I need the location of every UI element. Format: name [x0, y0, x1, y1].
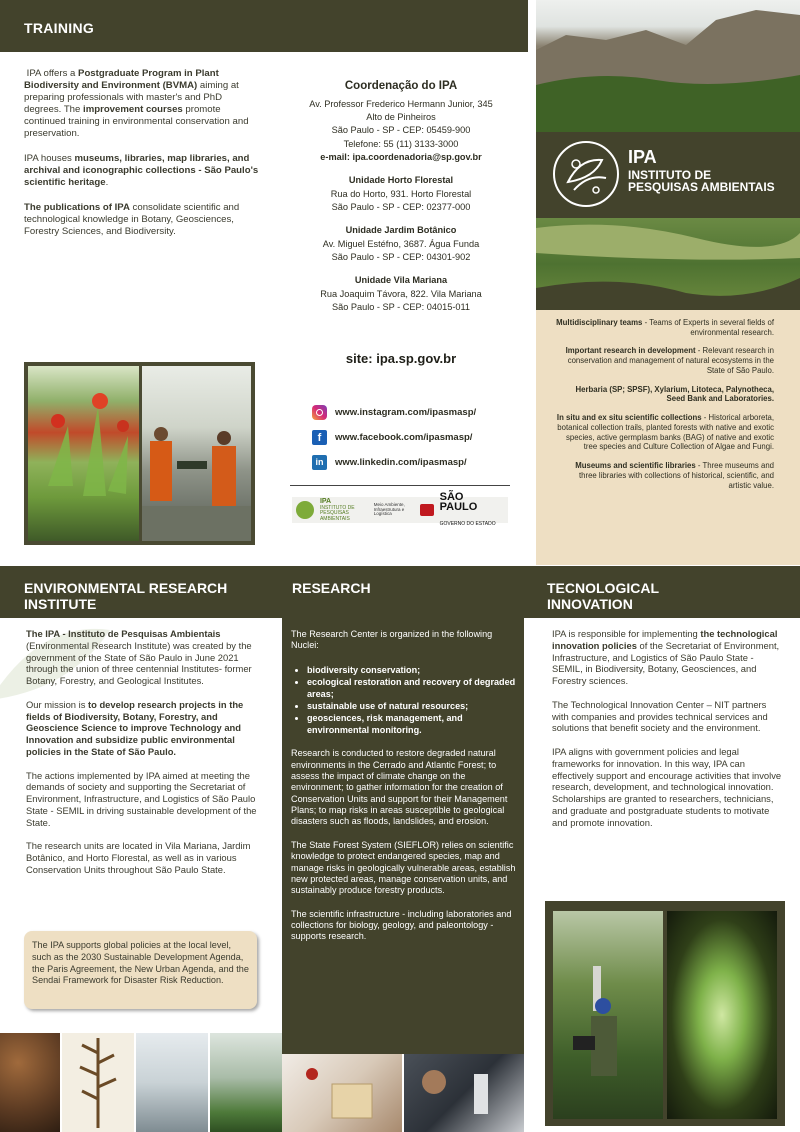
unit-vila-l1: Rua Joaquim Távora, 822. Vila Mariana — [320, 288, 482, 299]
cover-features — [556, 318, 774, 490]
research-text — [291, 629, 517, 943]
training-heading: TRAINING — [24, 20, 95, 36]
contact-line-2: Alto de Pinheiros — [366, 112, 436, 123]
training-paragraph-1: IPA offers a Postgraduate Program in Plant Biodiversity and Environment (BVMA) aiming at preparing professionals with master's and PhD degrees. The improvement courses promote continued training in environmental conservation and preservation. — [24, 68, 249, 139]
env-paragraph-1: The IPA - Instituto de Pesquisas Ambientais (Environmental Research Institute) was created by the government of the State of São Paulo in June 2021 through the union of three centennial Institutes- former Botany, Forestry, and Geological Institutes. — [26, 628, 252, 686]
logo-strip — [292, 490, 508, 527]
social-links — [312, 404, 476, 470]
instagram-row[interactable] — [312, 404, 476, 420]
ipa-small-logo-icon — [296, 501, 314, 519]
env-box-text: The IPA supports global policies at the local level, such as the 2030 Sustainable Development Agenda, the Paris Agreement, the New Urban Agenda, and the Sendai Framework for Disaster Risk Reduction. — [32, 940, 249, 986]
facebook-row[interactable] — [312, 429, 476, 445]
nucleus-item: • ecological restoration and recovery of degraded areas; — [307, 676, 517, 700]
cover-name-1: INSTITUTO DE — [628, 167, 712, 182]
training-header — [0, 0, 528, 52]
facebook-link[interactable]: www.facebook.com/ipasmasp/ — [335, 431, 473, 443]
research-intro: The Research Center is organized in the following Nuclei: — [291, 629, 493, 651]
microscope-shape — [404, 1054, 524, 1132]
feature-1: Multidisciplinary teams - Teams of Experts in several fields of environmental research. — [556, 318, 774, 337]
feature-2: Important research in development - Relevant research in conservation and management of natural ecosystems in the State of São Paulo. — [565, 346, 774, 375]
contact-line-3: São Paulo - SP - CEP: 05459-900 — [331, 125, 471, 136]
feature-5: Museums and scientific libraries - Three museums and three libraries with collections of historical, scientific, and artistic value. — [575, 461, 774, 490]
env-highlight-box — [24, 931, 257, 1009]
seeds-photo — [0, 1033, 60, 1132]
cave-photo — [667, 911, 777, 1119]
training-paragraph-2: IPA houses museums, libraries, map libraries, and archival and iconographic collections - São Paulo's scientific heritage. — [24, 152, 259, 188]
research-paragraph-2: The State Forest System (SIEFLOR) relies on scientific knowledge to protect endangered species, map and manage risks in geologically vulnerable areas, establish new protected areas, manage conservation units, and sustainably produce forestry products. — [291, 839, 516, 896]
linkedin-row[interactable] — [312, 454, 476, 470]
env-paragraph-2: Our mission is to develop research projects in the fields of Biodiversity, Botany, Forestry, and Geoscience Science to improve Technology and Innovation and subsidize public environmental policies in the State of São Paulo. — [26, 698, 244, 757]
cover-title — [628, 148, 775, 194]
mountain-shapes — [536, 0, 800, 132]
feature-4: In situ and ex situ scientific collections - Historical arboreta, botanical collection trails, planted forests with native and exotic species, active germplasm banks (BAG) of native and exotic tree species and Culture Collection of Algae and Fungi. — [556, 413, 774, 452]
herbarium-photo — [62, 1033, 134, 1132]
people-shapes — [142, 366, 251, 541]
tech-heading: TECNOLOGICAL INNOVATION — [547, 580, 659, 613]
env-heading: ENVIRONMENTAL RESEARCH INSTITUTE — [24, 580, 228, 613]
env-paragraph-4: The research units are located in Vila Mariana, Jardim Botânico, and Horto Florestal, as well as in various Conservation Units throughout São Paulo State. — [26, 840, 251, 875]
contact-block — [290, 78, 512, 314]
tech-photo-frame — [545, 901, 785, 1126]
research-nuclei-list — [291, 664, 517, 737]
logo-divider — [290, 485, 510, 486]
bromeliad-photo — [28, 366, 139, 541]
tray-shape — [282, 1054, 402, 1132]
linkedin-icon: in — [312, 455, 327, 470]
greenhouse-photo — [210, 1033, 282, 1132]
fern-shape — [62, 1033, 134, 1132]
research-photos-strip — [282, 1054, 524, 1132]
instagram-link[interactable]: www.instagram.com/ipasmasp/ — [335, 406, 477, 418]
unit-vila-name: Unidade Vila Mariana — [354, 275, 448, 286]
tech-paragraph-3: IPA aligns with government policies and legal frameworks for innovation. In this way, IPA can effectively support and encourage activities that involve research, development, and technological innovation. Scholarships are granted to researchers, technicians, and graduate and postgraduate students to motivate and promote innovation. — [552, 746, 782, 828]
field-researcher-photo — [553, 911, 663, 1119]
tech-paragraph-2: The Technological Innovation Center – NIT partners with companies and provides technical services and solutions that benefit society and the environment. — [552, 698, 768, 734]
feature-3: Herbaria (SP; SPSF), Xylarium, Litoteca, Palynotheca, Seed Bank and Laboratories. — [575, 384, 774, 404]
unit-jardim-l2: São Paulo - SP - CEP: 04301-902 — [331, 252, 471, 263]
researcher-shape — [553, 911, 663, 1119]
env-photos-strip — [0, 1033, 282, 1132]
training-text — [24, 68, 262, 238]
contact-title: Coordenação do IPA — [344, 80, 458, 92]
contact-email[interactable]: e-mail: ipa.coordenadoria@sp.gov.br — [320, 152, 482, 163]
research-paragraph-1: Research is conducted to restore degraded natural environments in the Cerrado and Atlantic Forest; to assess the impact of climate change on the environment; to gather information for the creation of Conservation Units and support for their Management Plans; to map risks in areas susceptible to geological disasters such as floods, landslides, and erosion. — [291, 748, 508, 827]
sp-flag-icon — [420, 504, 434, 516]
unit-jardim-name: Unidade Jardim Botânico — [345, 225, 457, 236]
nucleus-item: • sustainable use of natural resources; — [307, 700, 517, 712]
unit-horto-name: Unidade Horto Florestal — [348, 175, 454, 186]
lab-photo — [136, 1033, 208, 1132]
env-paragraph-3: The actions implemented by IPA aimed at meeting the demands of society and supporting the Secretariat of Environment, Infrastructure, and Logistics of São Paulo State - SEMIL in driving sustainable development of the State. — [26, 769, 257, 828]
valley-photo — [536, 218, 800, 310]
unit-vila-l2: São Paulo - SP - CEP: 04015-011 — [331, 302, 471, 313]
nucleus-item: • biodiversity conservation; — [307, 664, 517, 676]
site-link[interactable]: site: ipa.sp.gov.br — [345, 351, 457, 366]
semil-logo: Meio Ambiente, Infraestrutura e Logística — [373, 501, 405, 517]
cover-name-2: PESQUISAS AMBIENTAIS — [628, 180, 775, 195]
training-photo-frame — [24, 362, 255, 545]
cover-abbr: IPA — [628, 147, 657, 167]
workshop-photo — [142, 366, 251, 541]
env-text — [26, 628, 258, 876]
ipa-leaf-logo-icon — [550, 138, 622, 210]
valley-shapes — [536, 218, 800, 310]
ipa-small-logo: IPA INSTITUTO DE PESQUISAS AMBIENTAIS — [319, 497, 355, 522]
research-paragraph-3: The scientific infrastructure - including laboratories and collections for biology, geology, and paleontology - supports research. — [291, 908, 512, 942]
sp-logo: SÃO PAULO GOVERNO DO ESTADO — [439, 490, 496, 527]
sample-handling-photo — [282, 1054, 402, 1132]
contact-line-1: Av. Professor Frederico Hermann Junior, 345 — [309, 98, 493, 109]
unit-horto-l2: São Paulo - SP - CEP: 02377-000 — [331, 202, 471, 213]
microscope-photo — [404, 1054, 524, 1132]
mountain-photo — [536, 0, 800, 132]
training-paragraph-3: The publications of IPA consolidate scientific and technological knowledge in Botany, Geosciences, Forestry Sciences, and Biodiversity. — [24, 201, 240, 237]
facebook-icon: f — [312, 430, 327, 445]
tech-text — [552, 628, 782, 828]
research-heading: RESEARCH — [292, 580, 371, 596]
tech-paragraph-1: IPA is responsible for implementing the technological innovation policies of the Secretariat of Environment, Infrastructure, and Logistics of São Paulo State - SEMIL, in Biodiversity, Botany, Geosciences, and Forestry sciences. — [552, 628, 780, 686]
contact-line-4: Telefone: 55 (11) 3133-3000 — [343, 138, 459, 149]
bromeliad-shapes — [28, 366, 139, 541]
linkedin-link[interactable]: www.linkedin.com/ipasmasp/ — [335, 456, 467, 468]
unit-jardim-l1: Av. Miguel Estéfno, 3687. Água Funda — [322, 238, 480, 249]
instagram-icon — [312, 405, 327, 420]
unit-horto-l1: Rua do Horto, 931. Horto Florestal — [330, 188, 472, 199]
nucleus-item: • geosciences, risk management, and environmental monitoring. — [307, 712, 517, 736]
